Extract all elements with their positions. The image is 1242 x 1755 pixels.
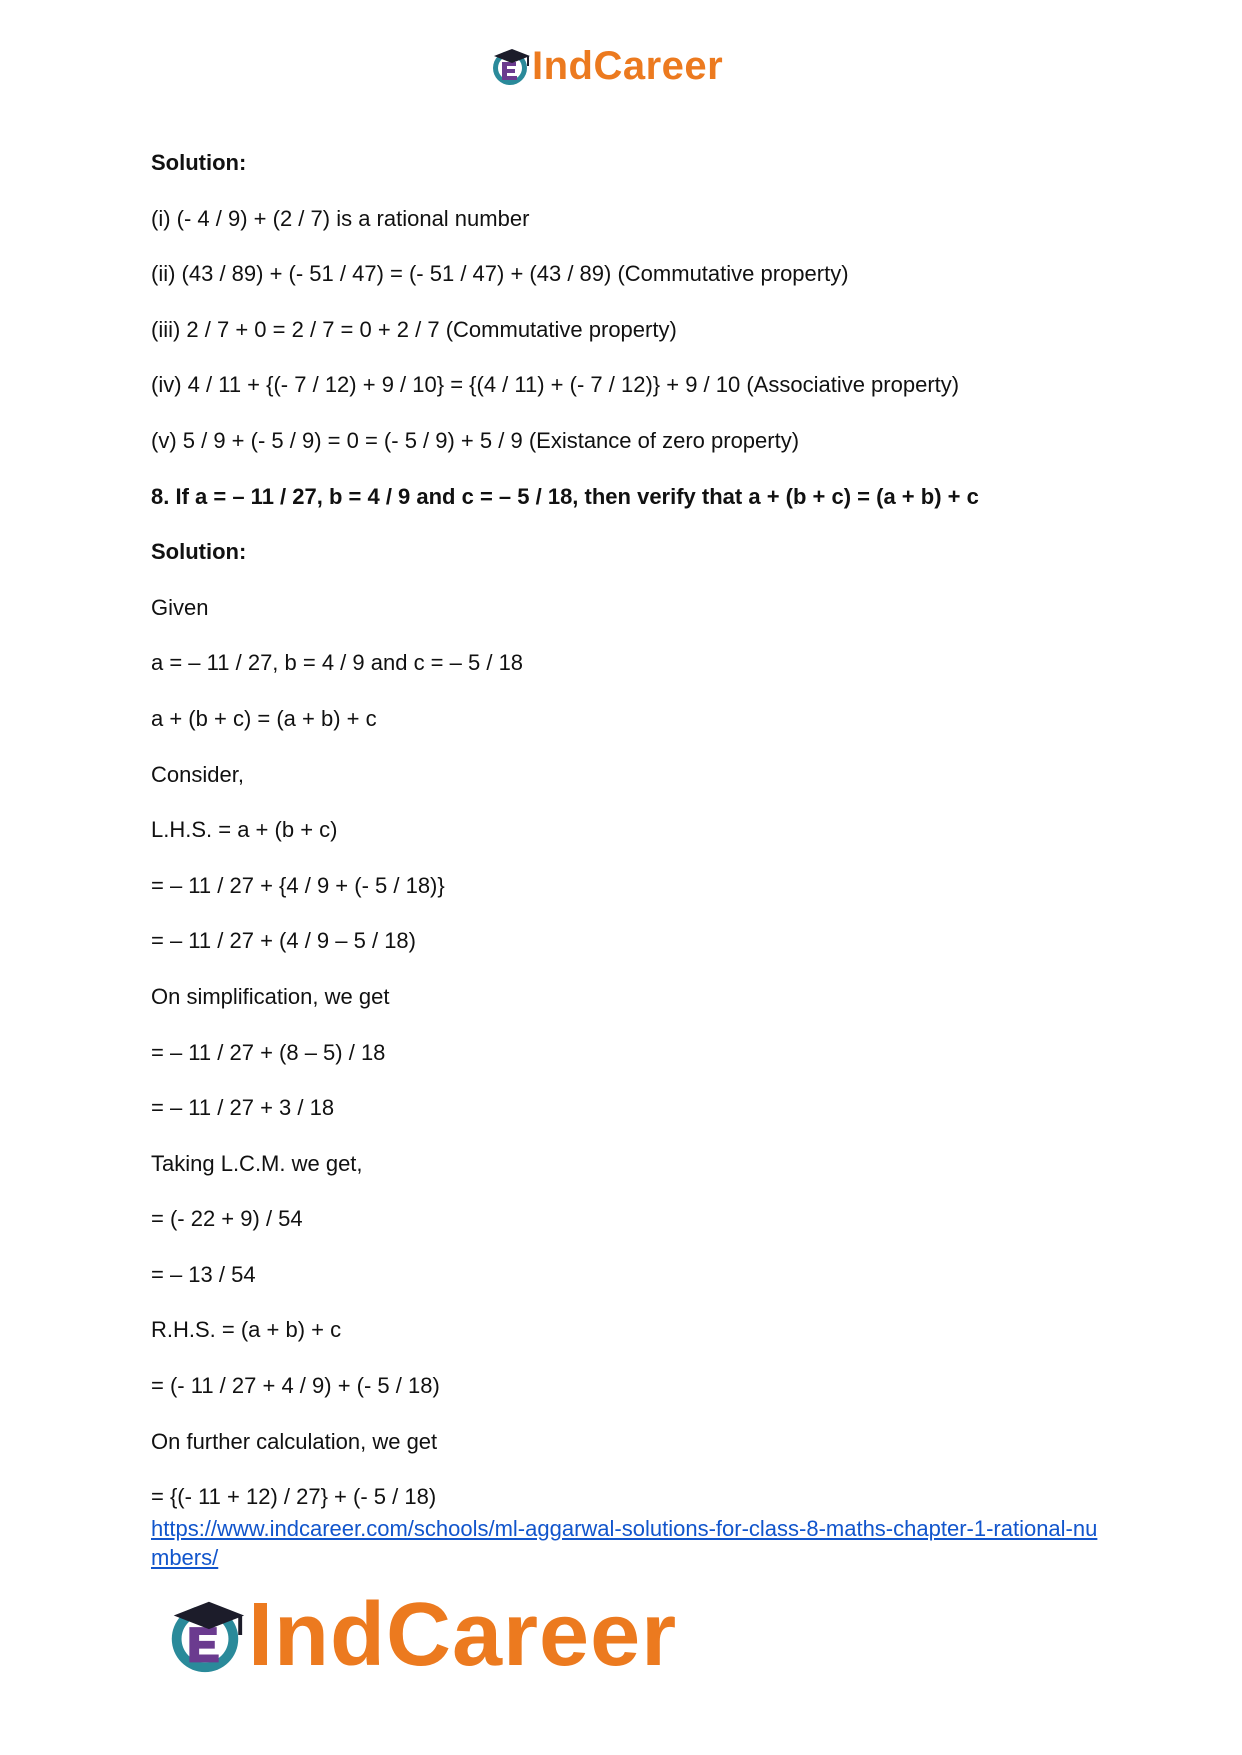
text-line: = – 13 / 54 [151, 1261, 256, 1287]
brand-text: IndCareer [532, 43, 724, 88]
text-line: = – 11 / 27 + 3 / 18 [151, 1095, 335, 1121]
graduation-cap-globe-icon [488, 44, 532, 88]
footer-logo [162, 1585, 677, 1685]
text-line: = (- 11 / 27 + 4 / 9) + (- 5 / 18) [151, 1373, 440, 1399]
text-line: (iii) 2 / 7 + 0 = 2 / 7 = 0 + 2 / 7 (Commutative property) [151, 316, 677, 342]
text-line: Given [151, 594, 209, 620]
text-line: = – 11 / 27 + (4 / 9 – 5 / 18) [151, 928, 416, 954]
text-line: On further calculation, we get [151, 1428, 438, 1454]
text-line: L.H.S. = a + (b + c) [151, 817, 338, 843]
text-line: (v) 5 / 9 + (- 5 / 9) = 0 = (- 5 / 9) + 5 / 9 (Existance of zero property) [151, 427, 800, 453]
graduation-cap-globe-icon [162, 1592, 248, 1678]
text-line: = – 11 / 27 + (8 – 5) / 18 [151, 1039, 386, 1065]
text-line: = {(- 11 + 12) / 27} + (- 5 / 18) [151, 1484, 437, 1510]
footer-brand-text: IndCareer [248, 1584, 678, 1685]
text-line: (i) (- 4 / 9) + (2 / 7) is a rational number [151, 205, 530, 231]
text-line: On simplification, we get [151, 983, 390, 1009]
text-line: (ii) (43 / 89) + (- 51 / 47) = (- 51 / 47) + (43 / 89) (Commutative property) [151, 261, 849, 287]
text-line: R.H.S. = (a + b) + c [151, 1317, 342, 1343]
text-line: = – 11 / 27 + {4 / 9 + (- 5 / 18)} [151, 872, 445, 898]
source-link[interactable]: https://www.indcareer.com/schools/ml-aggarwal-solutions-for-class-8-maths-chapter-1-rational-numbers/ [151, 1516, 1098, 1570]
bold-line: Solution: [151, 539, 247, 565]
text-line: Taking L.C.M. we get, [151, 1150, 363, 1176]
text-line: = (- 22 + 9) / 54 [151, 1206, 303, 1232]
header-logo [488, 42, 723, 90]
text-line: a + (b + c) = (a + b) + c [151, 705, 377, 731]
text-line: a = – 11 / 27, b = 4 / 9 and c = – 5 / 18 [151, 650, 524, 676]
text-line: Consider, [151, 761, 244, 787]
bold-line: 8. If a = – 11 / 27, b = 4 / 9 and c = – 5 / 18, then verify that a + (b + c) = (a + b) + c [151, 483, 979, 509]
text-line: (iv) 4 / 11 + {(- 7 / 12) + 9 / 10} = {(4 / 11) + (- 7 / 12)} + 9 / 10 (Associative property) [151, 372, 960, 398]
document-body [151, 148, 1111, 1538]
bold-line: Solution: [151, 150, 247, 175]
